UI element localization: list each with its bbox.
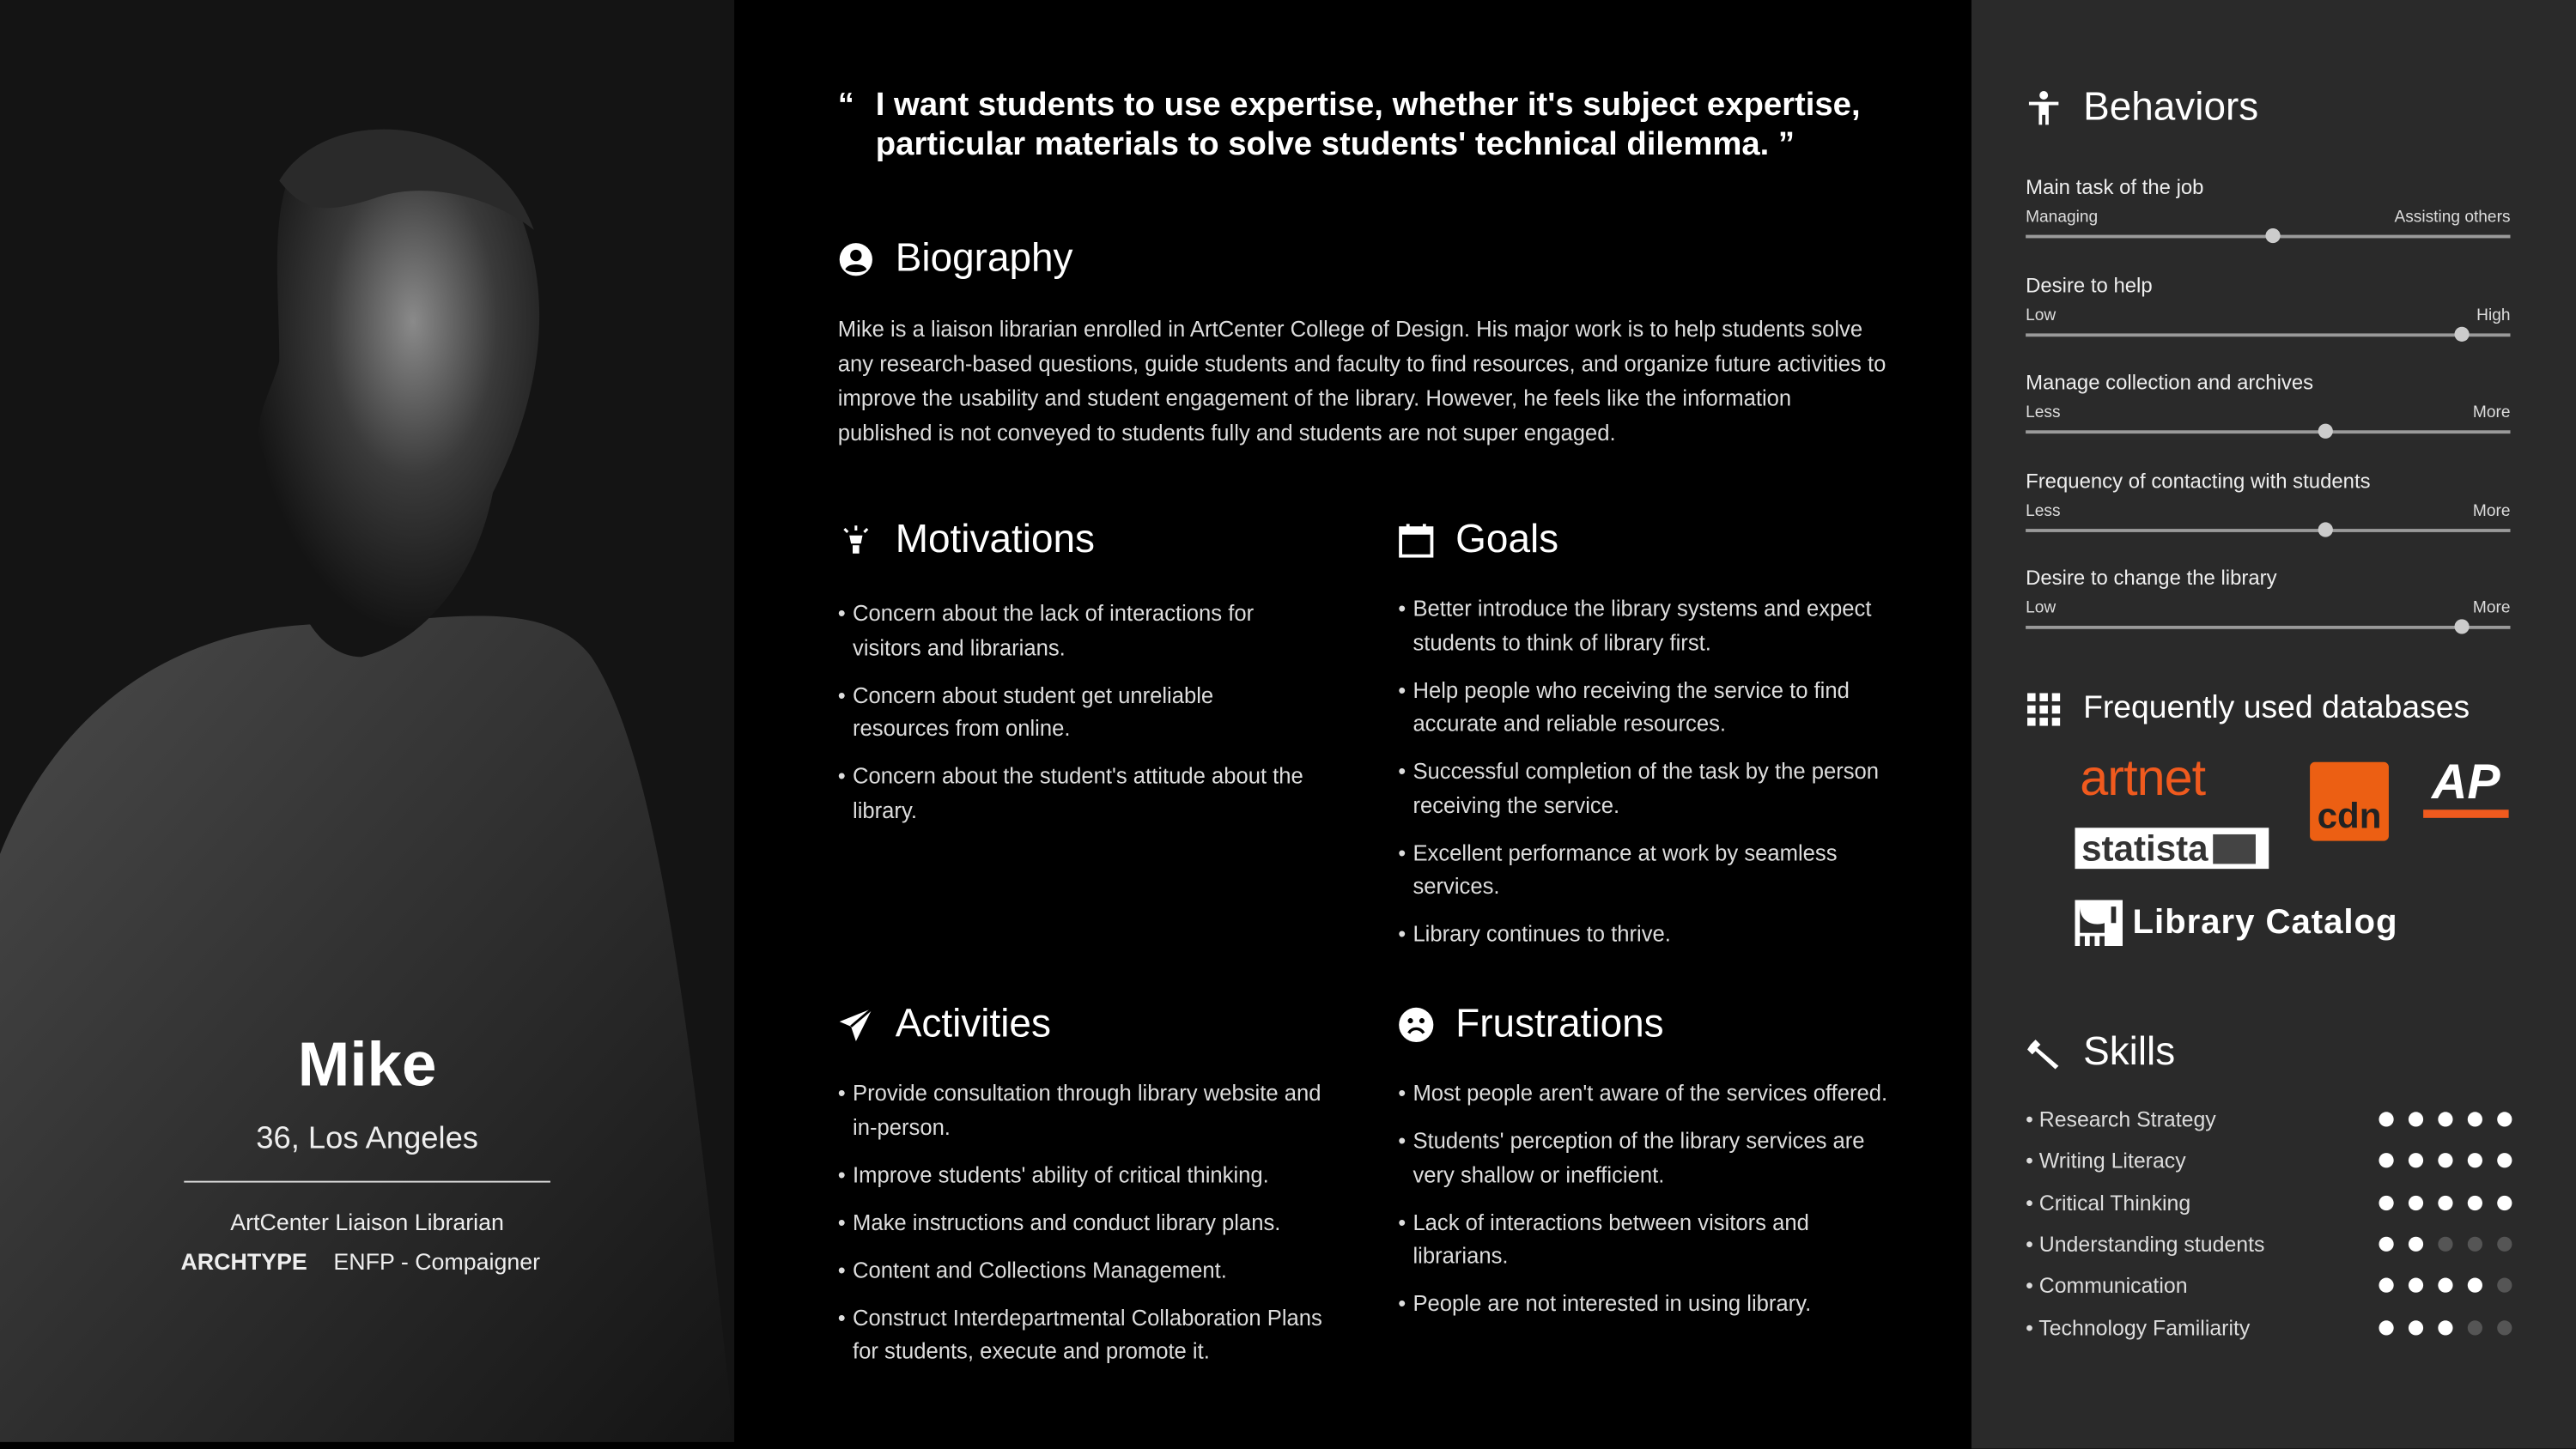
behavior-slider: [2026, 176, 2510, 239]
skill-label: • Writing Literacy: [2026, 1148, 2186, 1173]
skill-label: • Research Strategy: [2026, 1106, 2216, 1132]
person-icon: [2026, 90, 2062, 126]
activities-list: [838, 1077, 1331, 1383]
persona-archetype: [180, 1248, 540, 1275]
list-item: • Most people aren't aware of the services offered.: [1398, 1077, 1907, 1111]
skill-row: [2026, 1232, 2512, 1257]
biography-heading: [838, 237, 1073, 283]
behavior-label: Desire to help: [2026, 273, 2153, 297]
list-item: • Students' perception of the library services are very shallow or inefficient.: [1398, 1125, 1907, 1192]
slider-track: [2026, 235, 2510, 239]
persona-name: Mike: [297, 1031, 437, 1100]
skill-row: [2026, 1149, 2512, 1173]
behaviors-title: Behaviors: [2083, 85, 2259, 130]
user-circle-icon: [838, 241, 874, 277]
skill-dot: [2497, 1237, 2512, 1252]
statista-logo: [2075, 828, 2269, 869]
persona-age-location: 36, Los Angeles: [256, 1121, 478, 1156]
skill-dot: [2468, 1112, 2482, 1126]
skill-dot: [2497, 1112, 2512, 1126]
skill-name: Writing Literacy: [2038, 1148, 2186, 1173]
activities-heading: [838, 1002, 1051, 1048]
skill-label: • Understanding students: [2026, 1231, 2265, 1257]
skill-name: Understanding students: [2038, 1231, 2265, 1257]
behavior-low-label: Less: [2026, 404, 2061, 423]
list-item: • Improve students' ability of critical thinking.: [838, 1159, 1331, 1192]
library-catalog-icon: [2075, 900, 2122, 946]
skill-dot: [2468, 1319, 2482, 1334]
list-item: • Make instructions and conduct library plans.: [838, 1206, 1331, 1240]
skill-dot: [2409, 1195, 2423, 1210]
skill-dot: [2468, 1278, 2482, 1293]
archetype-value: ENFP - Compaigner: [333, 1248, 541, 1275]
frustrations-heading: [1398, 1002, 1663, 1048]
goals-title: Goals: [1455, 517, 1559, 562]
behavior-high-label: More: [2472, 502, 2511, 521]
skill-dot: [2438, 1278, 2452, 1293]
behavior-label: Main task of the job: [2026, 175, 2204, 199]
motivations-list: [838, 597, 1315, 841]
behavior-high-label: High: [2476, 306, 2511, 325]
library-catalog-logo: [2075, 900, 2397, 946]
skill-row: [2026, 1315, 2512, 1340]
behavior-slider: [2026, 567, 2510, 630]
behavior-label: Manage collection and archives: [2026, 371, 2314, 395]
skills-title: Skills: [2083, 1029, 2176, 1075]
skill-dot: [2379, 1195, 2393, 1210]
slider-thumb: [2318, 522, 2333, 537]
skill-row: [2026, 1107, 2512, 1132]
slider-thumb: [2265, 228, 2280, 243]
skill-dot: [2409, 1237, 2423, 1252]
skill-name: Research Strategy: [2038, 1106, 2216, 1132]
skill-dot: [2438, 1195, 2452, 1210]
skill-rating: [2379, 1278, 2512, 1293]
slider-track: [2026, 333, 2510, 336]
main-content: [734, 0, 1971, 1449]
motivations-heading: [838, 518, 1095, 564]
skill-dot: [2379, 1278, 2393, 1293]
behavior-label: Desire to change the library: [2026, 567, 2277, 591]
slider-thumb: [2318, 424, 2333, 439]
skill-dot: [2409, 1154, 2423, 1168]
list-item: • Excellent performance at work by seamless services.: [1398, 837, 1891, 904]
calendar-icon: [1398, 522, 1434, 558]
skill-dot: [2497, 1154, 2512, 1168]
skill-dot: [2379, 1112, 2393, 1126]
slider-thumb: [2454, 620, 2469, 634]
skill-dot: [2468, 1195, 2482, 1210]
skill-dot: [2497, 1278, 2512, 1293]
skill-name: Communication: [2038, 1273, 2188, 1298]
list-item: • Construct Interdepartmental Collaboration Plans for students, execute and promote it.: [838, 1301, 1331, 1368]
skill-name: Technology Familiarity: [2038, 1314, 2251, 1340]
list-item: • Provide consultation through library website and in-person.: [838, 1077, 1331, 1144]
behavior-low-label: Managing: [2026, 208, 2099, 227]
skill-dot: [2438, 1237, 2452, 1252]
skill-rating: [2379, 1154, 2512, 1168]
slider-track: [2026, 529, 2510, 532]
sad-face-icon: [1398, 1007, 1434, 1043]
quote-mark: “: [837, 87, 854, 124]
skill-dot: [2438, 1154, 2452, 1168]
activities-title: Activities: [895, 1002, 1051, 1046]
behavior-slider: [2026, 470, 2510, 532]
frustrations-list: [1398, 1077, 1907, 1335]
cdn-logo: cdn: [2310, 762, 2389, 841]
databases-heading: [2026, 690, 2470, 728]
behavior-high-label: More: [2472, 600, 2511, 619]
behavior-low-label: Low: [2026, 306, 2057, 325]
list-item: • Lack of interactions between visitors and librarians.: [1398, 1206, 1907, 1273]
skill-dot: [2468, 1237, 2482, 1252]
persona-quote: [838, 85, 1960, 164]
slider-track: [2026, 627, 2510, 630]
behavior-high-label: More: [2472, 404, 2511, 423]
biography-title: Biography: [895, 236, 1073, 282]
list-item: • Concern about the lack of interactions for visitors and librarians.: [838, 597, 1315, 664]
skill-dot: [2409, 1319, 2423, 1334]
skill-dot: [2379, 1237, 2393, 1252]
skill-dot: [2409, 1278, 2423, 1293]
quote-text: I want students to use expertise, whether it's subject expertise, particular materials to solve students' technical dilemma. ”: [875, 87, 1861, 163]
skill-row: [2026, 1273, 2512, 1298]
persona-role: ArtCenter Liaison Librarian: [230, 1209, 504, 1235]
divider: [184, 1181, 550, 1183]
ap-logo-text: AP: [2431, 755, 2500, 810]
behavior-high-label: Assisting others: [2394, 208, 2511, 227]
artnet-logo: artnet: [2080, 749, 2206, 807]
behavior-low-label: Low: [2026, 600, 2057, 619]
skill-dot: [2438, 1319, 2452, 1334]
list-item: • Library continues to thrive.: [1398, 919, 1891, 952]
behavior-slider: [2026, 372, 2510, 434]
list-item: • Successful completion of the task by the person receiving the service.: [1398, 755, 1891, 822]
grid-icon: [2026, 691, 2062, 727]
skill-dot: [2409, 1112, 2423, 1126]
paper-plane-icon: [838, 1007, 874, 1043]
list-item: • Better introduce the library systems and expect students to think of library first.: [1398, 593, 1891, 660]
sidebar: [1971, 0, 2576, 1449]
list-item: • Concern about the student's attitude about the library.: [838, 761, 1315, 828]
archetype-label: ARCHTYPE: [180, 1248, 307, 1275]
skill-dot: [2379, 1319, 2393, 1334]
library-catalog-text: Library Catalog: [2132, 903, 2398, 942]
skill-row: [2026, 1190, 2512, 1215]
behavior-label: Frequency of contacting with students: [2026, 469, 2371, 493]
databases-title: Frequently used databases: [2083, 689, 2470, 726]
biography-text: Mike is a liaison librarian enrolled in ArtCenter College of Design. His major work is to help students solve any research-based questions, guide students and faculty to find resources, and organize future activities to improve the usability and student engagement of the library. However, he feels like the information published is not conveyed to students fully and students are not super engaged.: [837, 317, 1886, 446]
persona-panel: [0, 0, 734, 1442]
behavior-slider: [2026, 274, 2510, 336]
list-item: • Concern about student get unreliable resources from online.: [838, 679, 1315, 746]
skill-label: • Communication: [2026, 1273, 2188, 1298]
behavior-low-label: Less: [2026, 502, 2061, 521]
frustrations-title: Frustrations: [1455, 1002, 1664, 1046]
wrench-icon: [2026, 1034, 2062, 1070]
motivations-title: Motivations: [895, 517, 1096, 562]
skill-dot: [2497, 1319, 2512, 1334]
lightbulb-icon: [838, 522, 874, 558]
skill-rating: [2379, 1195, 2512, 1210]
skill-rating: [2379, 1237, 2512, 1252]
skill-rating: [2379, 1319, 2512, 1334]
statista-mark-icon: [2213, 834, 2256, 863]
goals-list: [1398, 593, 1891, 966]
skill-label: • Critical Thinking: [2026, 1190, 2191, 1216]
list-item: • People are not interested in using library.: [1398, 1288, 1907, 1321]
skill-dot: [2468, 1154, 2482, 1168]
ap-logo: [2423, 755, 2508, 818]
behaviors-heading: [2026, 85, 2258, 131]
list-item: • Help people who receiving the service to find accurate and reliable resources.: [1398, 674, 1891, 741]
list-item: • Content and Collections Management.: [838, 1254, 1331, 1288]
skill-dot: [2379, 1154, 2393, 1168]
skill-dot: [2438, 1112, 2452, 1126]
skill-name: Critical Thinking: [2038, 1190, 2191, 1216]
skill-rating: [2379, 1112, 2512, 1126]
statista-logo-text: statista: [2081, 827, 2208, 869]
skill-label: • Technology Familiarity: [2026, 1314, 2251, 1340]
slider-thumb: [2454, 326, 2469, 341]
goals-heading: [1398, 518, 1558, 564]
skills-heading: [2026, 1030, 2175, 1076]
ap-underline: [2423, 809, 2508, 818]
skill-dot: [2497, 1195, 2512, 1210]
slider-track: [2026, 431, 2510, 434]
